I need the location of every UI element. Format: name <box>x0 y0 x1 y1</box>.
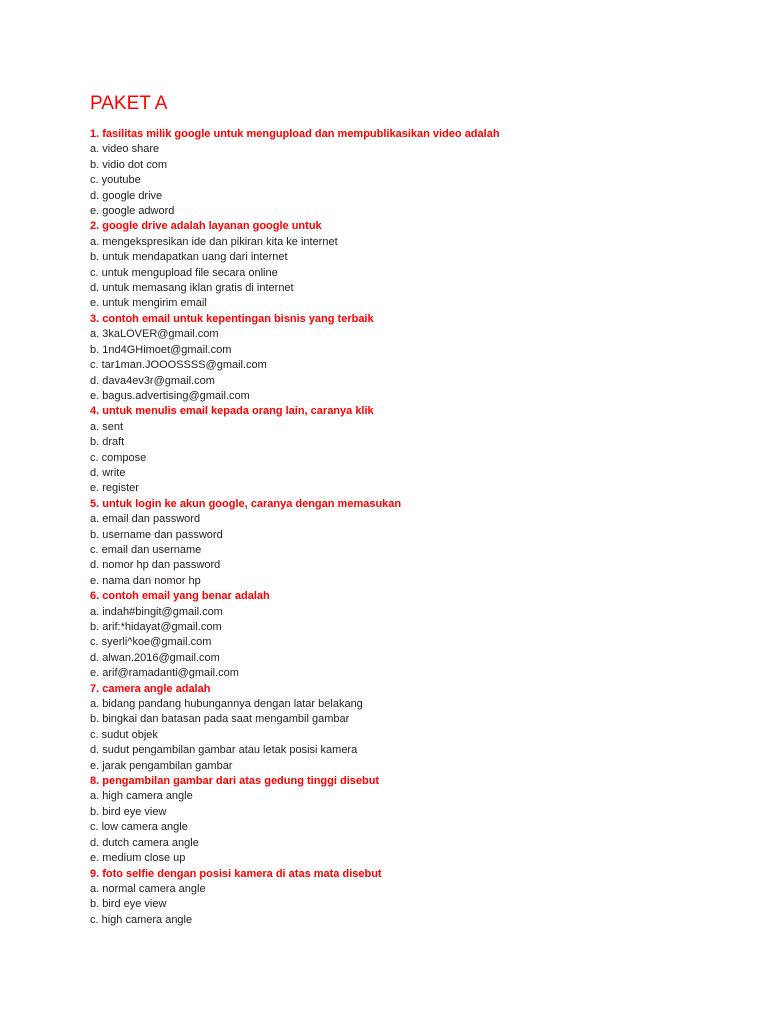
answer-option: e. untuk mengirim email <box>90 297 207 310</box>
answer-option: b. untuk mendapatkan uang dari internet <box>90 251 288 264</box>
answer-option: a. mengekspresikan ide dan pikiran kita ke internet <box>90 235 338 248</box>
answer-option: a. 3kaLOVER@gmail.com <box>90 328 219 341</box>
question-block <box>90 127 730 219</box>
answer-option: a. normal camera angle <box>90 882 206 895</box>
answer-option: c. sudut objek <box>90 728 158 741</box>
question-text: 3. contoh email untuk kepentingan bisnis yang terbaik <box>90 312 374 325</box>
answer-option: e. bagus.advertising@gmail.com <box>90 389 250 402</box>
answer-option: d. dava4ev3r@gmail.com <box>90 374 215 387</box>
answer-option: c. low camera angle <box>90 821 188 834</box>
answer-option: b. bird eye view <box>90 898 167 911</box>
question-block <box>90 774 730 866</box>
answer-option: a. video share <box>90 143 160 156</box>
question-block <box>90 682 730 774</box>
answer-option: b. bird eye view <box>90 805 167 818</box>
answer-option: a. email dan password <box>90 513 201 526</box>
answer-option: b. 1nd4GHimoet@gmail.com <box>90 343 232 356</box>
answer-option: b. username dan password <box>90 528 223 541</box>
answer-option: e. medium close up <box>90 852 186 865</box>
answer-option: e. nama dan nomor hp <box>90 574 201 587</box>
question-text: 1. fasilitas milik google untuk mengupload dan mempublikasikan video adalah <box>90 128 500 140</box>
answer-option: e. jarak pengambilan gambar <box>90 759 233 772</box>
answer-option: e. register <box>90 482 139 495</box>
answer-option: b. draft <box>90 436 125 449</box>
answer-option: a. sent <box>90 420 124 433</box>
answer-option: b. arif:*hidayat@gmail.com <box>90 621 222 633</box>
answer-option: a. high camera angle <box>90 790 193 803</box>
question-block <box>90 497 730 589</box>
question-block <box>90 219 730 311</box>
question-text: 7. camera angle adalah <box>90 682 211 695</box>
answer-option: e. arif@ramadanti@gmail.com <box>90 667 239 680</box>
answer-option: b. bingkai dan batasan pada saat mengambil gambar <box>90 713 350 726</box>
answer-option: d. dutch camera angle <box>90 836 199 849</box>
question-block <box>90 867 730 929</box>
question-block <box>90 312 730 404</box>
question-block <box>90 404 730 496</box>
answer-option: d. nomor hp dan password <box>90 559 221 572</box>
question-text: 4. untuk menulis email kepada orang lain, caranya klik <box>90 405 374 418</box>
answer-option: d. google drive <box>90 189 163 202</box>
answer-option: c. youtube <box>90 174 141 187</box>
answer-option: c. syerli^koe@gmail.com <box>90 636 212 649</box>
question-block <box>90 589 730 681</box>
answer-option: e. google adword <box>90 205 175 218</box>
answer-option: a. indah#bingit@gmail.com <box>90 605 223 618</box>
answer-option: c. email dan username <box>90 543 202 556</box>
question-text: 2. google drive adalah layanan google untuk <box>90 220 322 233</box>
answer-option: c. high camera angle <box>90 913 193 926</box>
answer-option: c. untuk mengupload file secara online <box>90 266 278 279</box>
question-text: 9. foto selfie dengan posisi kamera di atas mata disebut <box>90 867 382 880</box>
answer-option: d. write <box>90 466 126 479</box>
answer-option: c. tar1man.JOOOSSSS@gmail.com <box>90 359 267 372</box>
question-text: 8. pengambilan gambar dari atas gedung tinggi disebut <box>90 775 380 788</box>
answer-option: d. alwan.2016@gmail.com <box>90 651 220 664</box>
answer-option: b. vidio dot com <box>90 158 168 171</box>
question-text: 5. untuk login ke akun google, caranya dengan memasukan <box>90 497 402 510</box>
question-text: 6. contoh email yang benar adalah <box>90 590 270 603</box>
answer-option: a. bidang pandang hubungannya dengan latar belakang <box>90 698 363 711</box>
document-page <box>90 91 730 928</box>
answer-option: d. untuk memasang iklan gratis di internet <box>90 282 294 295</box>
question-list <box>90 127 730 928</box>
answer-option: d. sudut pengambilan gambar atau letak posisi kamera <box>90 744 358 757</box>
answer-option: c. compose <box>90 451 147 464</box>
page-title: PAKET A <box>90 93 168 114</box>
